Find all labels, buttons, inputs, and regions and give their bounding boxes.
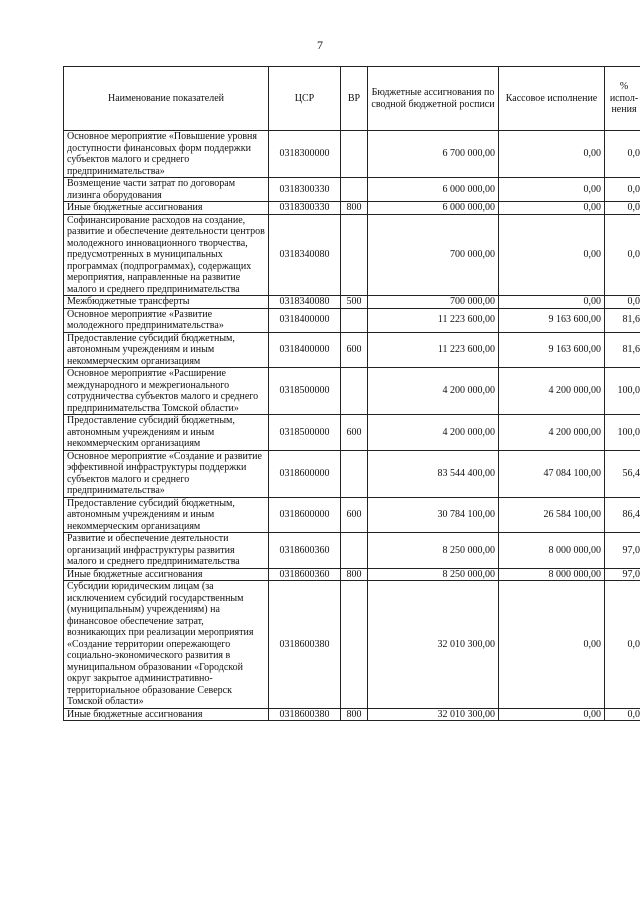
cell-csr: 0318400000: [269, 332, 341, 368]
cell-csr: 0318340080: [269, 296, 341, 309]
table-row: [64, 332, 640, 368]
cell-name: Основное мероприятие «Создание и развитие эффективной инфраструктуры поддержки субъектов малого и среднего предпринимательства»: [64, 450, 269, 497]
cell-name: Межбюджетные трансферты: [64, 296, 269, 309]
cell-cash: 9 163 600,00: [499, 308, 605, 332]
cell-vr: [341, 131, 368, 178]
table-row: [64, 581, 640, 709]
cell-name: Иные бюджетные ассигнования: [64, 568, 269, 581]
cell-csr: 0318400000: [269, 308, 341, 332]
cell-vr: [341, 214, 368, 296]
cell-name: Предоставление субсидий бюджетным, автономным учреждениям и иным некоммерческим организациям: [64, 415, 269, 451]
table-row: [64, 368, 640, 415]
cell-cash: 9 163 600,00: [499, 332, 605, 368]
cell-percent: 0,0: [605, 214, 640, 296]
cell-vr: [341, 581, 368, 709]
table-row: [64, 308, 640, 332]
cell-name: Иные бюджетные ассигнования: [64, 202, 269, 215]
cell-percent: 97,0: [605, 533, 640, 569]
table-header-row: [64, 67, 640, 131]
cell-budget: 32 010 300,00: [368, 708, 499, 721]
table-row: [64, 415, 640, 451]
cell-csr: 0318600380: [269, 708, 341, 721]
cell-cash: 0,00: [499, 708, 605, 721]
cell-name: Развитие и обеспечение деятельности организаций инфраструктуры развития малого и среднего предпринимательства: [64, 533, 269, 569]
cell-vr: 600: [341, 497, 368, 533]
cell-percent: 100,0: [605, 368, 640, 415]
cell-cash: 47 084 100,00: [499, 450, 605, 497]
cell-vr: [341, 308, 368, 332]
table-row: [64, 568, 640, 581]
cell-percent: 81,6: [605, 332, 640, 368]
cell-budget: 6 700 000,00: [368, 131, 499, 178]
table-row: [64, 178, 640, 202]
cell-budget: 6 000 000,00: [368, 178, 499, 202]
cell-name: Субсидии юридическим лицам (за исключением субсидий государственным (муниципальным) учреждениям) на финансовое обеспечение затрат, возникающих при реализации мероприятия «Создание территории опережающего социально-экономического развития в муниципальном образовании «Городской округ закрытое административно-территориальное образование Северск Томской области»: [64, 581, 269, 709]
table-row: [64, 202, 640, 215]
cell-budget: 11 223 600,00: [368, 332, 499, 368]
cell-percent: 100,0: [605, 415, 640, 451]
cell-budget: 700 000,00: [368, 296, 499, 309]
page-number: 7: [317, 38, 323, 52]
header-vr: ВР: [341, 67, 368, 131]
table-row: [64, 131, 640, 178]
cell-vr: [341, 368, 368, 415]
cell-percent: 97,0: [605, 568, 640, 581]
cell-name: Предоставление субсидий бюджетным, автономным учреждениям и иным некоммерческим организациям: [64, 332, 269, 368]
cell-vr: 800: [341, 568, 368, 581]
cell-cash: 26 584 100,00: [499, 497, 605, 533]
cell-cash: 4 200 000,00: [499, 368, 605, 415]
cell-vr: [341, 533, 368, 569]
header-cash: Кассовое исполнение: [499, 67, 605, 131]
cell-csr: 0318600380: [269, 581, 341, 709]
table-row: [64, 708, 640, 721]
cell-budget: 11 223 600,00: [368, 308, 499, 332]
header-budget: Бюджетные ассигнования по сводной бюджетной росписи: [368, 67, 499, 131]
cell-name: Основное мероприятие «Расширение международного и межрегионального сотрудничества субъектов малого и среднего предпринимательства Томской области»: [64, 368, 269, 415]
table-row: [64, 533, 640, 569]
cell-csr: 0318300330: [269, 202, 341, 215]
header-percent: % испол-нения: [605, 67, 640, 131]
cell-percent: 0,0: [605, 178, 640, 202]
cell-cash: 0,00: [499, 214, 605, 296]
cell-percent: 56,4: [605, 450, 640, 497]
cell-budget: 4 200 000,00: [368, 368, 499, 415]
cell-budget: 6 000 000,00: [368, 202, 499, 215]
cell-budget: 700 000,00: [368, 214, 499, 296]
cell-percent: 86,4: [605, 497, 640, 533]
cell-vr: [341, 450, 368, 497]
cell-cash: 4 200 000,00: [499, 415, 605, 451]
cell-percent: 0,0: [605, 202, 640, 215]
cell-percent: 0,0: [605, 296, 640, 309]
cell-csr: 0318600360: [269, 533, 341, 569]
cell-vr: 800: [341, 708, 368, 721]
cell-name: Возмещение части затрат по договорам лизинга оборудования: [64, 178, 269, 202]
cell-cash: 0,00: [499, 202, 605, 215]
cell-budget: 4 200 000,00: [368, 415, 499, 451]
cell-csr: 0318300000: [269, 131, 341, 178]
cell-cash: 0,00: [499, 581, 605, 709]
cell-budget: 8 250 000,00: [368, 568, 499, 581]
cell-name: Основное мероприятие «Повышение уровня доступности финансовых форм поддержки субъектов малого и среднего предпринимательства»: [64, 131, 269, 178]
cell-vr: [341, 178, 368, 202]
cell-vr: 600: [341, 332, 368, 368]
cell-name: Софинансирование расходов на создание, развитие и обеспечение деятельности центров молодежного инновационного творчества, предусмотренных в муниципальных программах (подпрограммах), содержащих мероприятия, направленные на развитие малого и среднего предпринимательства: [64, 214, 269, 296]
cell-cash: 0,00: [499, 296, 605, 309]
cell-csr: 0318600000: [269, 497, 341, 533]
cell-csr: 0318300330: [269, 178, 341, 202]
table-row: [64, 214, 640, 296]
table-row: [64, 450, 640, 497]
budget-execution-table: [63, 66, 640, 721]
cell-budget: 30 784 100,00: [368, 497, 499, 533]
cell-csr: 0318340080: [269, 214, 341, 296]
cell-name: Иные бюджетные ассигнования: [64, 708, 269, 721]
cell-name: Предоставление субсидий бюджетным, автономным учреждениям и иным некоммерческим организациям: [64, 497, 269, 533]
cell-vr: 600: [341, 415, 368, 451]
cell-name: Основное мероприятие «Развитие молодежного предпринимательства»: [64, 308, 269, 332]
header-name: Наименование показателей: [64, 67, 269, 131]
cell-csr: 0318600000: [269, 450, 341, 497]
cell-percent: 81,6: [605, 308, 640, 332]
cell-percent: 0,0: [605, 708, 640, 721]
cell-csr: 0318500000: [269, 368, 341, 415]
cell-budget: 83 544 400,00: [368, 450, 499, 497]
cell-budget: 8 250 000,00: [368, 533, 499, 569]
table-body: [64, 131, 640, 721]
cell-csr: 0318500000: [269, 415, 341, 451]
cell-vr: 500: [341, 296, 368, 309]
cell-cash: 0,00: [499, 178, 605, 202]
cell-budget: 32 010 300,00: [368, 581, 499, 709]
cell-vr: 800: [341, 202, 368, 215]
cell-percent: 0,0: [605, 581, 640, 709]
table-row: [64, 497, 640, 533]
cell-percent: 0,0: [605, 131, 640, 178]
cell-csr: 0318600360: [269, 568, 341, 581]
header-csr: ЦСР: [269, 67, 341, 131]
cell-cash: 8 000 000,00: [499, 533, 605, 569]
cell-cash: 8 000 000,00: [499, 568, 605, 581]
table-row: [64, 296, 640, 309]
cell-cash: 0,00: [499, 131, 605, 178]
